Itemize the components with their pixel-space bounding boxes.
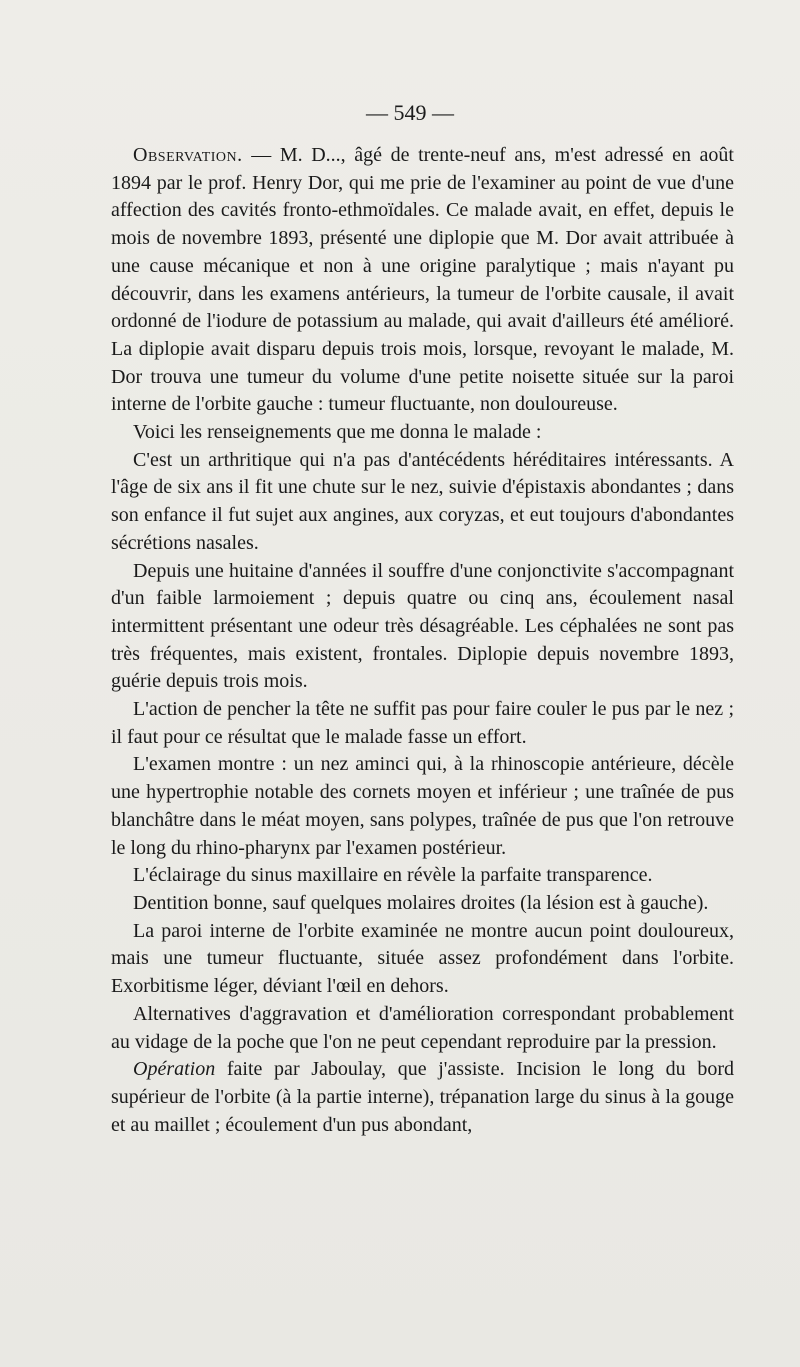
paragraph-observation — [111, 142, 734, 419]
paragraph: Alternatives d'aggravation et d'amélioration correspondant probablement au vidage de la poche que l'on ne peut cependant reproduire par la pression. — [111, 1002, 734, 1053]
body-text — [111, 142, 734, 1139]
paragraph: L'examen montre : un nez aminci qui, à la rhinoscopie antérieure, décèle une hypertrophie notable des cornets moyen et inférieur ; une traînée de pus blanchâtre dans le méat moyen, sans polypes, traînée de pus que l'on retrouve le long du rhino-pharynx par l'examen postérieur. — [111, 753, 734, 859]
paragraph: L'action de pencher la tête ne suffit pas pour faire couler le pus par le nez ; il faut pour ce résultat que le malade fasse un effort. — [111, 698, 734, 748]
paragraph: Dentition bonne, sauf quelques molaires droites (la lésion est à gauche). — [133, 891, 709, 914]
paragraph-lead-observation: Observation. — [133, 144, 243, 166]
paragraph-lead-operation: Opération — [133, 1058, 216, 1081]
paragraph: C'est un arthritique qui n'a pas d'antécédents héréditaires intéressants. A l'âge de six ans il fit une chute sur le nez, suivie d'épistaxis abondantes ; dans son enfance il fut sujet aux angines, aux coryzas, et eut toujours d'abondantes sécrétions nasales. — [111, 448, 734, 554]
paragraph: L'éclairage du sinus maxillaire en révèle la parfaite transparence. — [133, 864, 653, 887]
page-number: — 549 — — [366, 100, 454, 125]
paragraph: Depuis une huitaine d'années il souffre d'une conjonctivite s'accompagnant d'un faible larmoiement ; depuis quatre ou cinq ans, écoulement nasal intermittent présentant une odeur très désagréable. Les céphalées ne sont pas très fréquentes, mais existent, frontales. Diplopie depuis novembre 1893, guérie depuis trois mois. — [111, 559, 734, 693]
paragraph-text: — M. D..., âgé de trente-neuf ans, m'est adressé en août 1894 par le prof. Henry Dor, qui me prie de l'examiner au point de vue d'une affection des cavités fronto-ethmoïdales. Ce malade avait, en effet, depuis le mois de novembre 1893, présenté une diplopie que M. Dor avait attribuée à une cause mécanique et non à une origine paralytique ; mais n'ayant pu découvrir, dans les examens antérieurs, la tumeur de l'orbite causale, il avait ordonné de l'iodure de potassium au malade, qui avait d'ailleurs été amélioré. La diplopie avait disparu depuis trois mois, lorsque, revoyant le malade, M. Dor trouva une tumeur du volume d'une petite noisette située sur la paroi interne de l'orbite gauche : tumeur fluctuante, non douloureuse. — [111, 144, 734, 416]
paragraph: La paroi interne de l'orbite examinée ne montre aucun point douloureux, mais une tumeur fluctuante, située assez profondément dans l'orbite. Exorbitisme léger, déviant l'œil en dehors. — [111, 919, 734, 998]
paragraph: Voici les renseignements que me donna le malade : — [133, 421, 542, 444]
paragraph-operation — [111, 1056, 734, 1139]
paragraph-text: faite par Jaboulay, que j'assiste. Incision le long du bord supérieur de l'orbite (à la partie interne), trépanation large du sinus à la gouge et au maillet ; écoulement d'un pus abondant, — [111, 1058, 734, 1136]
